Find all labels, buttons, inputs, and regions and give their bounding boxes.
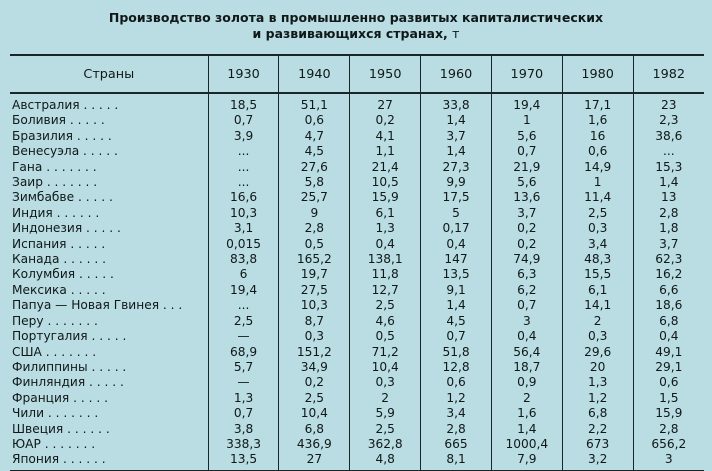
value-cell: 3 [633,452,704,470]
country-cell: Швеция . . . . . . [12,421,110,436]
table-row [10,375,704,390]
country-cell: Филиппины . . . . . [12,359,127,374]
header-year: 1970 [491,55,562,93]
table-row [10,221,704,236]
value-cell: 1,2 [421,391,492,406]
value-cell: ... [208,175,279,190]
value-cell: 10,5 [350,175,421,190]
value-cell: 2,2 [562,422,633,437]
value-cell: 1,1 [350,144,421,159]
value-cell: 51,1 [279,93,350,113]
value-cell: 165,2 [279,252,350,267]
value-cell: 14,9 [562,160,633,175]
value-cell: 17,5 [421,190,492,205]
value-cell: 2,8 [279,221,350,236]
value-cell: 0,2 [491,237,562,252]
table-row [10,252,704,267]
value-cell: 49,1 [633,345,704,360]
country-cell: Папуа — Новая Гвинея . . . [12,298,183,313]
country-cell: Венесуэла . . . . . [12,144,118,159]
country-cell: Индия . . . . . . [12,205,100,220]
value-cell: 48,3 [562,252,633,267]
value-cell: 1,3 [562,375,633,390]
table-row [10,175,704,190]
value-cell: 338,3 [208,437,279,452]
value-cell: 13 [633,190,704,205]
header-year: 1940 [279,55,350,93]
value-cell: 74,9 [491,252,562,267]
value-cell: ... [208,144,279,159]
value-cell: 2 [491,391,562,406]
country-cell: Бразилия . . . . . [12,128,112,143]
value-cell: 1 [491,113,562,128]
value-cell: 6,1 [350,206,421,221]
table-row [10,314,704,329]
value-cell: 9,9 [421,175,492,190]
value-cell: 6,8 [279,422,350,437]
value-cell: 16,6 [208,190,279,205]
value-cell: 6,2 [491,283,562,298]
table-row [10,144,704,159]
value-cell: 4,8 [350,452,421,470]
value-cell: 5,8 [279,175,350,190]
value-cell: 1,4 [491,422,562,437]
value-cell: 23 [633,93,704,113]
value-cell: 0,9 [491,375,562,390]
value-cell: 0,2 [279,375,350,390]
table-row [10,160,704,175]
value-cell: 18,7 [491,360,562,375]
value-cell: 2 [350,391,421,406]
value-cell: 6,1 [562,283,633,298]
value-cell: 10,4 [279,406,350,421]
value-cell: 17,1 [562,93,633,113]
title-line-2-text: и развивающихся странах, [252,26,448,41]
value-cell: 10,3 [208,206,279,221]
value-cell: 38,6 [633,129,704,144]
value-cell: 3 [491,314,562,329]
table-row [10,329,704,344]
value-cell: 673 [562,437,633,452]
table-row [10,113,704,128]
value-cell: 51,8 [421,345,492,360]
value-cell: 436,9 [279,437,350,452]
value-cell: 27 [350,93,421,113]
value-cell: ... [208,298,279,313]
value-cell: 4,7 [279,129,350,144]
value-cell: 1,4 [421,298,492,313]
value-cell: — [208,329,279,344]
value-cell: 10,3 [279,298,350,313]
country-cell: Португалия . . . . . [12,329,127,344]
table-header-row [10,55,704,93]
value-cell: 6,6 [633,283,704,298]
value-cell: 27,5 [279,283,350,298]
value-cell: 14,1 [562,298,633,313]
value-cell: 1000,4 [491,437,562,452]
value-cell: 20 [562,360,633,375]
value-cell: 5 [421,206,492,221]
value-cell: 27,6 [279,160,350,175]
value-cell: 4,5 [279,144,350,159]
table-row [10,267,704,282]
value-cell: 0,2 [350,113,421,128]
value-cell: 16,2 [633,267,704,282]
value-cell: ... [208,160,279,175]
value-cell: 1,4 [421,113,492,128]
value-cell: 4,1 [350,129,421,144]
header-year: 1960 [421,55,492,93]
value-cell: 8,1 [421,452,492,470]
value-cell: 10,4 [350,360,421,375]
country-cell: Зимбабве . . . . . [12,190,113,205]
value-cell: 3,4 [562,237,633,252]
value-cell: 147 [421,252,492,267]
header-year: 1980 [562,55,633,93]
value-cell: 2,5 [562,206,633,221]
value-cell: 0,4 [633,329,704,344]
gold-production-table [10,54,704,471]
value-cell: 19,4 [208,283,279,298]
table-row [10,190,704,205]
value-cell: 3,1 [208,221,279,236]
value-cell: 15,5 [562,267,633,282]
value-cell: 15,9 [350,190,421,205]
country-cell: Мексика . . . . . [12,282,106,297]
value-cell: 4,6 [350,314,421,329]
value-cell: 1,8 [633,221,704,236]
country-cell: ЮАР . . . . . . . [12,436,96,451]
value-cell: 0,3 [350,375,421,390]
table-row [10,237,704,252]
value-cell: 8,7 [279,314,350,329]
value-cell: 5,6 [491,129,562,144]
value-cell: 0,5 [350,329,421,344]
value-cell: 3,7 [491,206,562,221]
table-row [10,452,704,470]
value-cell: 3,7 [633,237,704,252]
value-cell: — [208,375,279,390]
value-cell: ... [633,144,704,159]
value-cell: 68,9 [208,345,279,360]
value-cell: 0,6 [421,375,492,390]
value-cell: 0,3 [562,329,633,344]
value-cell: 1,6 [562,113,633,128]
value-cell: 6 [208,267,279,282]
title-line-1: Производство золота в промышленно развитых капиталистических [108,10,604,25]
value-cell: 12,8 [421,360,492,375]
cut-off-text-line [140,442,540,452]
value-cell: 6,8 [633,314,704,329]
value-cell: 29,1 [633,360,704,375]
country-cell: Колумбия . . . . . [12,267,114,282]
value-cell: 5,9 [350,406,421,421]
value-cell: 0,7 [208,113,279,128]
country-cell: Австралия . . . . . [12,98,119,112]
value-cell: 2 [562,314,633,329]
table-row [10,298,704,313]
country-cell: Япония . . . . . . [10,452,208,470]
value-cell: 1,3 [208,391,279,406]
table-row [10,129,704,144]
value-cell: 0,4 [421,237,492,252]
table-row [10,360,704,375]
value-cell: 0,3 [562,221,633,236]
value-cell: 5,7 [208,360,279,375]
value-cell: 138,1 [350,252,421,267]
country-cell: Финляндия . . . . . [12,375,124,390]
value-cell: 6,3 [491,267,562,282]
country-cell: Канада . . . . . . [12,252,106,267]
value-cell: 2,5 [350,298,421,313]
header-year: 1950 [350,55,421,93]
value-cell: 1,6 [491,406,562,421]
value-cell: 2,5 [208,314,279,329]
value-cell: 12,7 [350,283,421,298]
value-cell: 16 [562,129,633,144]
value-cell: 1,4 [421,144,492,159]
value-cell: 362,8 [350,437,421,452]
value-cell: 62,3 [633,252,704,267]
value-cell: 71,2 [350,345,421,360]
value-cell: 19,7 [279,267,350,282]
value-cell: 4,5 [421,314,492,329]
value-cell: 25,7 [279,190,350,205]
value-cell: 3,9 [208,129,279,144]
value-cell: 0,7 [491,144,562,159]
value-cell: 151,2 [279,345,350,360]
value-cell: 2,3 [633,113,704,128]
value-cell: 0,4 [350,237,421,252]
value-cell: 0,3 [279,329,350,344]
value-cell: 3,4 [421,406,492,421]
table-row [10,345,704,360]
country-cell: Боливия . . . . . [12,113,105,128]
table-row [10,93,704,113]
value-cell: 0,5 [279,237,350,252]
value-cell: 7,9 [491,452,562,470]
country-cell: Индонезия . . . . . [12,221,121,236]
country-cell: Испания . . . . . [12,236,106,251]
country-cell: Чили . . . . . . . [12,406,99,421]
value-cell: 56,4 [491,345,562,360]
value-cell: 11,4 [562,190,633,205]
value-cell: 3,2 [562,452,633,470]
value-cell: 83,8 [208,252,279,267]
value-cell: 0,6 [633,375,704,390]
value-cell: 29,6 [562,345,633,360]
value-cell: 2,5 [279,391,350,406]
value-cell: 9 [279,206,350,221]
value-cell: 0,7 [421,329,492,344]
value-cell: 9,1 [421,283,492,298]
table-row [10,206,704,221]
value-cell: 0,6 [279,113,350,128]
value-cell: 1,3 [350,221,421,236]
value-cell: 0,6 [562,144,633,159]
value-cell: 0,7 [491,298,562,313]
value-cell: 0,7 [208,406,279,421]
value-cell: 0,015 [208,237,279,252]
table-row [10,391,704,406]
value-cell: 15,9 [633,406,704,421]
value-cell: 27 [279,452,350,470]
value-cell: 18,5 [208,93,279,113]
value-cell: 15,3 [633,160,704,175]
title-line-2 [0,26,712,42]
value-cell: 1,5 [633,391,704,406]
header-countries: Страны [10,55,208,93]
value-cell: 2,8 [633,422,704,437]
table-row [10,422,704,437]
table-row [10,283,704,298]
value-cell: 656,2 [633,437,704,452]
value-cell: 1,4 [633,175,704,190]
value-cell: 18,6 [633,298,704,313]
value-cell: 2,8 [633,206,704,221]
value-cell: 665 [421,437,492,452]
header-year: 1982 [633,55,704,93]
table-body [10,93,704,470]
country-cell: Заир . . . . . . . [12,175,98,190]
country-cell: США . . . . . . . [12,344,97,359]
value-cell: 1,2 [562,391,633,406]
value-cell: 3,8 [208,422,279,437]
value-cell: 33,8 [421,93,492,113]
table-row [10,406,704,421]
country-cell: Перу . . . . . . . [12,313,98,328]
value-cell: 0,4 [491,329,562,344]
value-cell: 3,7 [421,129,492,144]
header-year: 1930 [208,55,279,93]
value-cell: 2,5 [350,422,421,437]
value-cell: 6,8 [562,406,633,421]
value-cell: 11,8 [350,267,421,282]
value-cell: 5,6 [491,175,562,190]
value-cell: 27,3 [421,160,492,175]
value-cell: 0,17 [421,221,492,236]
country-cell: Гана . . . . . . . [12,159,97,174]
value-cell: 0,2 [491,221,562,236]
title-unit: т [452,26,460,41]
value-cell: 21,9 [491,160,562,175]
country-cell: Франция . . . . . [12,390,108,405]
value-cell: 13,6 [491,190,562,205]
value-cell: 13,5 [208,452,279,470]
value-cell: 21,4 [350,160,421,175]
value-cell: 19,4 [491,93,562,113]
value-cell: 2,8 [421,422,492,437]
value-cell: 13,5 [421,267,492,282]
table-title [0,10,712,42]
value-cell: 1 [562,175,633,190]
value-cell: 34,9 [279,360,350,375]
